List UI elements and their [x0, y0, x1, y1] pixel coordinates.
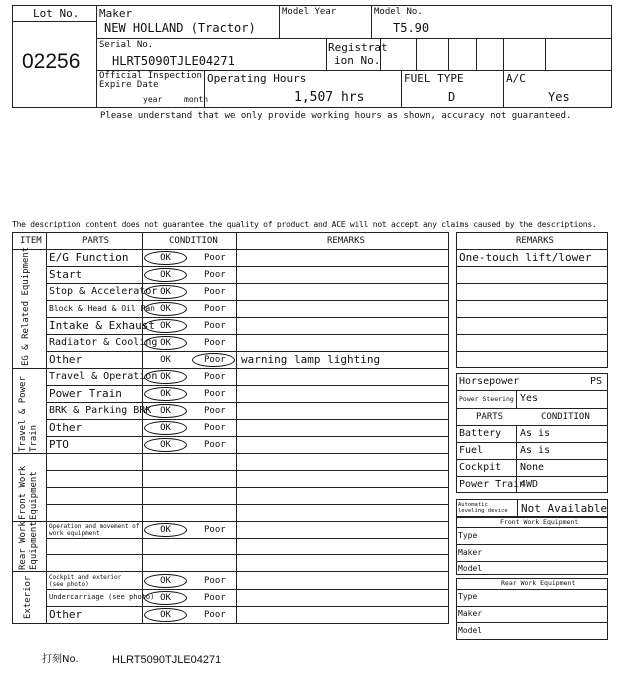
poor-option[interactable]: Poor	[204, 270, 226, 280]
divider	[326, 38, 327, 70]
divider	[456, 283, 608, 284]
section-label-travel-line2: Train	[29, 424, 39, 452]
side-remark-line: One-touch lift/lower	[459, 251, 592, 264]
part-label: Operation and movement of work equipment	[49, 523, 140, 537]
fuel-value: D	[448, 90, 456, 104]
part-label: Other	[49, 608, 83, 621]
divider	[456, 589, 608, 590]
row-divider	[46, 351, 449, 352]
section-label-front: Front Work	[18, 465, 28, 520]
divider	[476, 38, 477, 70]
part-label: Power Train	[49, 387, 122, 400]
row-divider	[46, 266, 449, 267]
divider	[456, 476, 608, 477]
serial-value: HLRT5090TJLE04271	[112, 54, 235, 68]
row-divider	[46, 470, 449, 471]
divider	[416, 38, 417, 70]
poor-option[interactable]: Poor	[204, 440, 226, 450]
front-type-label: Type	[458, 531, 478, 540]
side-remarks-header: REMARKS	[516, 236, 554, 246]
hours-notice: Please understand that we only provide working hours as shown, accuracy not guaranteed.	[100, 111, 572, 121]
divider	[456, 622, 608, 623]
divider	[12, 249, 449, 250]
row-divider	[46, 538, 449, 539]
disclaimer: The description content does not guarantee the quality of product and ACE will not accept any claims caused by the descriptions.	[12, 220, 597, 229]
divider	[503, 38, 504, 70]
model-year-label: Model Year	[282, 7, 337, 17]
divider	[456, 527, 608, 528]
front-model-label: Model	[458, 564, 483, 573]
rear-model-label: Model	[458, 626, 483, 635]
ac-value: Yes	[548, 90, 570, 104]
ok-option[interactable]: OK	[160, 593, 171, 603]
condition-value: As is	[520, 428, 551, 439]
horsepower-label: Horsepower	[459, 376, 520, 387]
hours-label: Operating Hours	[207, 72, 307, 85]
condition-part: Power Train	[459, 479, 526, 490]
divider	[456, 606, 608, 607]
divider	[456, 266, 608, 267]
registration-label-line2: ion No.	[334, 54, 381, 67]
ok-option[interactable]: OK	[160, 423, 171, 433]
divider	[456, 317, 608, 318]
ok-option[interactable]: OK	[160, 287, 171, 297]
part-label: Radiator & Cooling	[49, 337, 158, 348]
section-divider	[12, 453, 449, 454]
condition-part: Fuel	[459, 445, 484, 456]
year-label: year	[143, 95, 163, 104]
ok-option[interactable]: OK	[160, 372, 171, 382]
front-maker-label: Maker	[458, 548, 483, 557]
poor-option[interactable]: Poor	[204, 338, 226, 348]
divider	[456, 249, 608, 250]
section-label-front-line2: Equipment	[29, 471, 39, 520]
ok-option[interactable]: OK	[160, 270, 171, 280]
poor-option[interactable]: Poor	[204, 355, 226, 365]
serial-label: Serial No.	[99, 40, 154, 50]
stamp-label: 打刻No.	[42, 654, 79, 665]
row-divider	[46, 589, 449, 590]
divider	[456, 390, 608, 391]
part-label: PTO	[49, 438, 69, 451]
row-divider	[46, 419, 449, 420]
divider	[236, 232, 237, 624]
part-label: Other	[49, 353, 83, 366]
inspection-label-line2: Expire Date	[99, 80, 159, 90]
ok-option[interactable]: OK	[160, 321, 171, 331]
model-no-label: Model No.	[374, 7, 423, 17]
divider	[516, 390, 517, 408]
divider	[371, 5, 372, 38]
rear-work-header: Rear Work Equipment	[501, 579, 576, 587]
section-label-travel: Travel & Power	[18, 376, 28, 452]
poor-option[interactable]: Poor	[204, 321, 226, 331]
column-header-parts: PARTS	[82, 236, 110, 246]
condition-header: CONDITION	[541, 412, 590, 422]
part-label: Travel & Operation	[49, 371, 158, 382]
lot-value: 02256	[22, 50, 81, 73]
divider	[456, 408, 608, 409]
divider	[96, 38, 612, 39]
horsepower-unit: PS	[590, 376, 603, 387]
hours-value: 1,507 hrs	[294, 90, 365, 105]
column-header-condition: CONDITION	[169, 236, 218, 246]
power-steering-value: Yes	[520, 393, 539, 404]
auto-leveling-value: Not Available	[521, 502, 608, 515]
rear-maker-label: Maker	[458, 609, 483, 618]
maker-value: NEW HOLLAND (Tractor)	[104, 21, 256, 35]
part-label: E/G Function	[49, 251, 129, 264]
front-work-header: Front Work Equipment	[500, 518, 579, 526]
column-header-remarks: REMARKS	[327, 236, 365, 246]
part-label: Block & Head & Oil Pan	[49, 304, 155, 313]
poor-option[interactable]: Poor	[204, 389, 226, 399]
ok-option[interactable]: OK	[160, 610, 171, 620]
section-divider	[12, 521, 449, 522]
condition-part: Battery	[459, 428, 502, 439]
ok-option[interactable]: OK	[160, 525, 171, 535]
divider	[456, 334, 608, 335]
divider	[456, 300, 608, 301]
divider	[12, 21, 96, 22]
ok-option[interactable]: OK	[160, 253, 171, 263]
divider	[503, 70, 504, 108]
part-label: Undercarriage (see photo)	[49, 593, 155, 601]
row-divider	[46, 334, 449, 335]
part-label: Start	[49, 268, 83, 281]
rear-type-label: Type	[458, 592, 478, 601]
divider	[46, 232, 47, 624]
section-divider	[12, 571, 449, 572]
condition-value: As is	[520, 445, 551, 456]
poor-option[interactable]: Poor	[204, 287, 226, 297]
ok-option[interactable]: OK	[160, 440, 171, 450]
month-label: month	[184, 95, 209, 104]
row-divider	[46, 504, 449, 505]
condition-value: None	[520, 462, 545, 473]
poor-option[interactable]: Poor	[204, 610, 226, 620]
poor-option[interactable]: Poor	[204, 423, 226, 433]
divider	[456, 425, 608, 426]
divider	[96, 5, 97, 108]
poor-option[interactable]: Poor	[204, 593, 226, 603]
row-divider	[46, 606, 449, 607]
section-label-rear: Rear Work	[18, 521, 28, 570]
condition-part: Cockpit	[459, 462, 502, 473]
divider	[456, 442, 608, 443]
part-label: BRK & Parking BRK	[49, 405, 152, 416]
divider	[456, 459, 608, 460]
row-divider	[46, 402, 449, 403]
section-label-eg: EG & Related Equipment	[21, 246, 31, 366]
row-divider	[46, 300, 449, 301]
section-label-rear-line2: Equipment	[29, 521, 39, 570]
row-divider	[46, 487, 449, 488]
section-divider	[12, 368, 449, 369]
poor-option[interactable]: Poor	[204, 253, 226, 263]
row-divider	[46, 283, 449, 284]
divider	[279, 5, 280, 38]
poor-option[interactable]: Poor	[204, 372, 226, 382]
divider	[456, 544, 608, 545]
row-divider	[46, 317, 449, 318]
row-divider	[46, 436, 449, 437]
part-label: Stop & Accelerator	[49, 286, 158, 297]
power-steering-label: Power Steering	[459, 395, 514, 403]
divider	[456, 561, 608, 562]
divider	[517, 499, 518, 517]
inspection-label: Official Inspection	[99, 71, 202, 81]
poor-option[interactable]: Poor	[204, 576, 226, 586]
divider	[545, 38, 546, 70]
poor-option[interactable]: Poor	[204, 525, 226, 535]
fuel-label: FUEL TYPE	[404, 72, 464, 85]
section-label-exterior: Exterior	[23, 575, 33, 619]
column-header-item: ITEM	[20, 236, 42, 246]
poor-option[interactable]: Poor	[204, 406, 226, 416]
part-label: Intake & Exhaust	[49, 319, 155, 332]
remark-text: warning lamp lighting	[241, 353, 381, 366]
part-label: Cockpit and exterior (see photo)	[49, 574, 122, 588]
ok-option[interactable]: OK	[160, 338, 171, 348]
row-divider	[46, 385, 449, 386]
registration-label: Registrat	[328, 41, 388, 54]
row-divider	[46, 554, 449, 555]
ac-label: A/C	[506, 72, 526, 85]
divider	[401, 70, 402, 108]
parts-header: PARTS	[476, 412, 504, 422]
part-label: Other	[49, 421, 83, 434]
ok-option[interactable]: OK	[160, 406, 171, 416]
model-no-value: T5.90	[393, 21, 430, 35]
divider	[448, 38, 449, 70]
condition-value: 4WD	[520, 479, 539, 490]
ok-option[interactable]: OK	[160, 389, 171, 399]
lot-label: Lot No.	[33, 7, 80, 20]
stamp-value: HLRT5090TJLE04271	[112, 654, 222, 666]
ok-option[interactable]: OK	[160, 355, 171, 365]
divider	[456, 351, 608, 352]
poor-option[interactable]: Poor	[204, 304, 226, 314]
ok-option[interactable]: OK	[160, 576, 171, 586]
ok-option[interactable]: OK	[160, 304, 171, 314]
auto-leveling-label: Automatic leveling device	[458, 502, 508, 514]
maker-label: Maker	[99, 7, 133, 20]
